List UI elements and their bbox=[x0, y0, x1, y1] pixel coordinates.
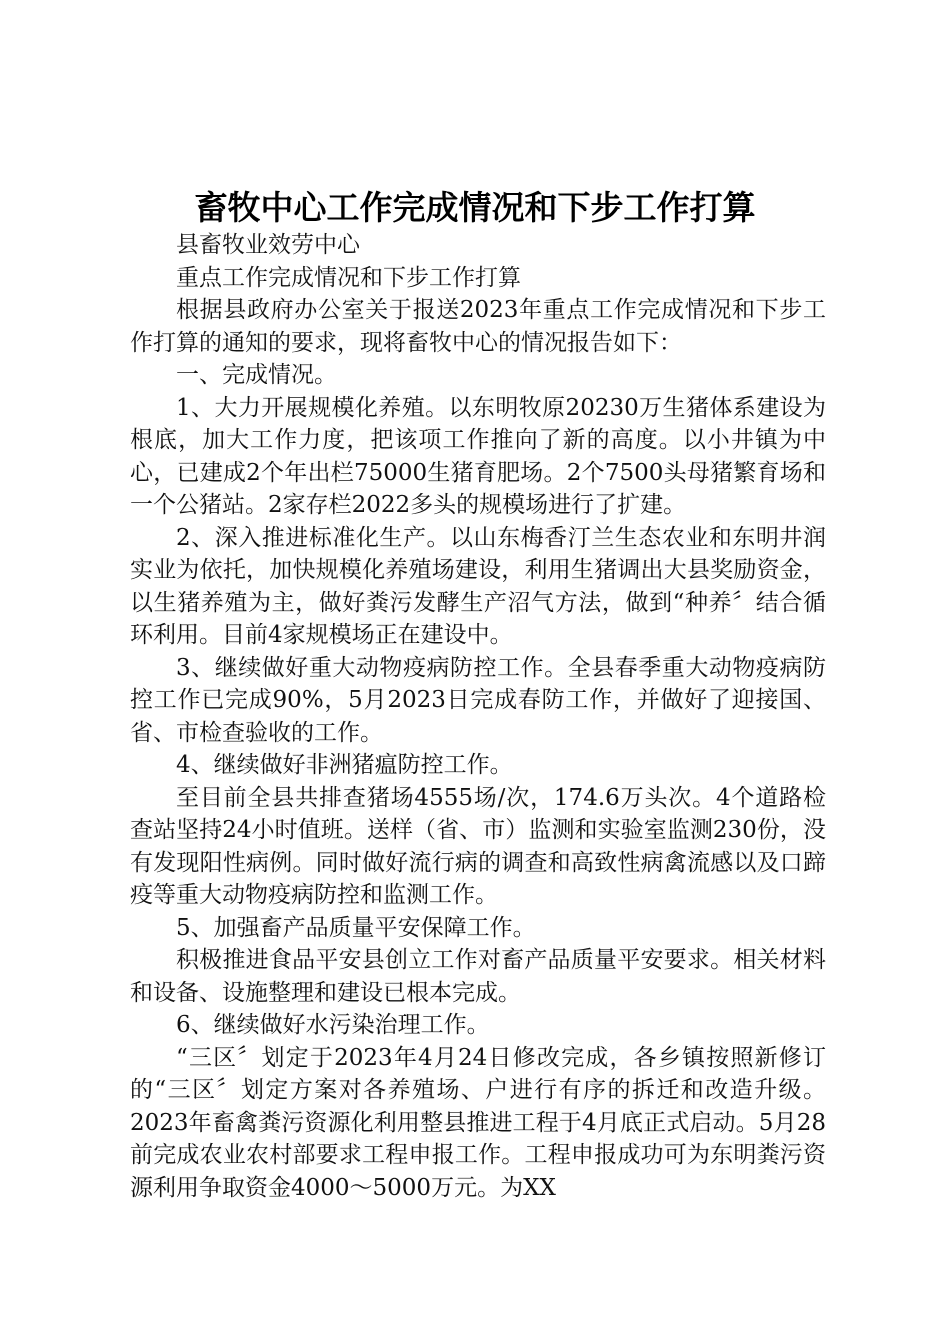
paragraph-item-4-heading: 4、继续做好非洲猪瘟防控工作。 bbox=[176, 752, 513, 778]
paragraph-item-5-heading: 5、加强畜产品质量平安保障工作。 bbox=[176, 914, 536, 941]
paragraph-item-5-body: 积极推进食品平安县创立工作对畜产品质量平安要求。相关材料和设备、设施整理和建设已根本完成。 bbox=[130, 947, 826, 1006]
paragraph-item-6-heading: 6、继续做好水污染治理工作。 bbox=[176, 1012, 490, 1038]
paragraph-item-6-body: “三区〞划定于2023年4月24日修改完成，各乡镇按照新修订的“三区〞划定方案对各养殖场、户进行有序的拆迁和改造升级。2023年畜禽粪污资源化利用整县推进工程于4月底正式启动。5月28前完成农业农村部要求工程申报工作。工程申报成功可为东明粪污资源利用争取资金4000～5000万元。为XX bbox=[130, 1044, 826, 1201]
paragraph-item-1: 1、大力开展规模化养殖。以东明牧原20230万生猪体系建设为根底，加大工作力度，把该项工作推向了新的高度。以小井镇为中心，已建成2个年出栏75000生猪育肥场。2个7500头母猪繁育场和一个公猪站。2家存栏2022多头的规模场进行了扩建。 bbox=[130, 394, 826, 518]
document-title: 畜牧中心工作完成情况和下步工作打算 bbox=[194, 188, 756, 227]
paragraph-item-4-body: 至目前全县共排查猪场4555场/次，174.6万头次。4个道路检查站坚持24小时值班。送样（省、市）监测和实验室监测230份，没有发现阳性病例。同时做好流行病的调查和高致性病禽流感以及口蹄疫等重大动物疫病防控和监测工作。 bbox=[130, 784, 826, 908]
paragraph-intro: 根据县政府办公室关于报送2023年重点工作完成情况和下步工作打算的通知的要求，现将畜牧中心的情况报告如下： bbox=[130, 297, 826, 356]
document-body bbox=[130, 229, 826, 1204]
paragraph-organization: 县畜牧业效劳中心 bbox=[176, 232, 360, 258]
paragraph-item-3: 3、继续做好重大动物疫病防控工作。全县春季重大动物疫病防控工作已完成90%，5月2023日完成春防工作，并做好了迎接国、省、市检查验收的工作。 bbox=[130, 654, 826, 746]
paragraph-subtitle: 重点工作完成情况和下步工作打算 bbox=[176, 264, 521, 291]
section-heading-completion: 一、完成情况。 bbox=[176, 362, 337, 388]
paragraph-item-2: 2、深入推进标准化生产。以山东梅香汀兰生态农业和东明井润实业为依托，加快规模化养殖场建设，利用生猪调出大县奖励资金，以生猪养殖为主，做好粪污发酵生产沼气方法，做到“种养〞结合循环利用。目前4家规模场正在建设中。 bbox=[130, 524, 826, 648]
